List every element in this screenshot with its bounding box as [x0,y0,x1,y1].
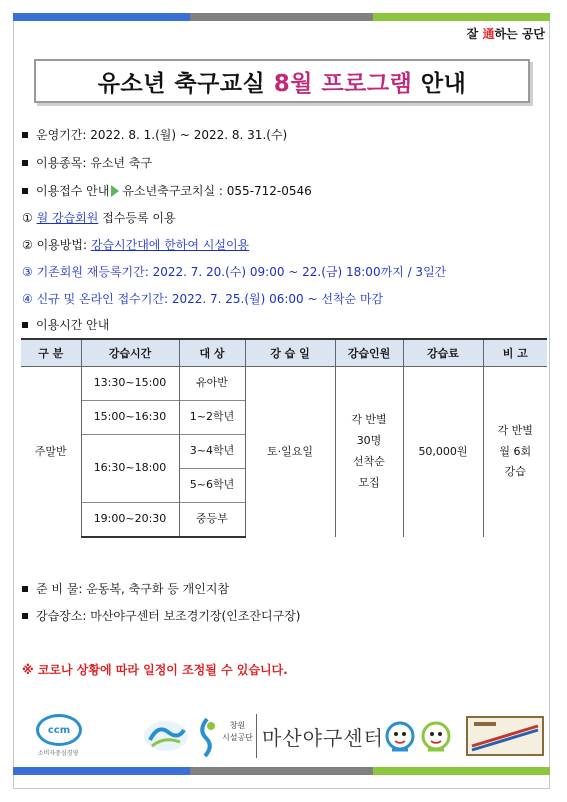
sport-line: 이용종목: 유소년 축구 [22,154,152,171]
circled-number-4: ④ [22,292,33,306]
monthly-member-link[interactable]: 월 강습회원 [36,211,99,225]
covid-warning: ※ 코로나 상황에 따라 일정이 조정될 수 있습니다. [22,663,288,677]
header-capacity: 강습인원 [335,339,403,367]
bullet-square-icon [22,586,28,592]
circled-number-3: ③ [22,265,33,279]
time-cell: 19:00~20:30 [81,503,179,538]
mascot-icon [382,718,456,756]
target-cell: 5~6학년 [179,469,245,503]
period-line: 운영기간: 2022. 8. 1.(월) ~ 2022. 8. 31.(수) [22,126,287,143]
prep-line: 준 비 물: 운동복, 축구화 등 개인지참 [22,580,229,597]
bullet-square-icon [22,160,28,166]
reception-line: 이용접수 안내 유소년축구코치실 : 055-712-0546 [22,182,312,199]
category-cell: 주말반 [21,367,81,538]
time-cell: 13:30~15:00 [81,367,179,401]
time-cell: 16:30~18:00 [81,435,179,503]
time-cell: 15:00~16:30 [81,401,179,435]
arrow-right-icon [111,185,119,197]
target-cell: 유아반 [179,367,245,401]
page-title: 유소년 축구교실 8월 프로그램 안내 [97,70,467,97]
fee-cell: 50,000원 [403,367,483,538]
bullet-square-icon [22,322,28,328]
slogan-logo-icon [142,718,190,754]
table-row [21,367,547,401]
place-line: 강습장소: 마산야구센터 보조경기장(인조잔디구장) [22,607,300,624]
circled-number-2: ② [22,238,33,252]
changwon-logo-text: 창원 시설공단 [222,721,253,742]
target-cell: 3~4학년 [179,435,245,469]
table-header-row [21,339,547,367]
bullet-square-icon [22,188,28,194]
header-days: 강 습 일 [245,339,335,367]
note-cell: 각 반별 월 6회 강습 [483,367,547,538]
capacity-cell: 각 반별 30명 선착순 모집 [335,367,403,538]
schedule-table [21,338,547,538]
logo-divider [256,714,257,758]
target-cell: 중등부 [179,503,245,538]
bullet-square-icon [22,613,28,619]
usage-method-link[interactable]: 강습시간대에 한하여 시설이용 [90,238,250,252]
days-cell: 토·일요일 [245,367,335,538]
target-cell: 1~2학년 [179,401,245,435]
schedule-heading: 이용시간 안내 [22,316,109,333]
item-3: ③ 기존회원 재등록기간: 2022. 7. 20.(수) 09:00 ~ 22.(금) 18:00까지 / 3일간 [22,265,447,279]
certificate-badge-icon [466,716,544,756]
logo-strip [22,712,547,762]
header-category: 구 분 [21,339,81,367]
header-note: 비 고 [483,339,547,367]
item-4: ④ 신규 및 온라인 접수기간: 2022. 7. 25.(월) 06:00 ~ 선착순 마감 [22,292,384,306]
slogan: 잘 通하는 공단 [466,27,545,41]
header-target: 대 상 [179,339,245,367]
changwon-logo-icon [196,716,218,758]
header-time: 강습시간 [81,339,179,367]
header-fee: 강습료 [403,339,483,367]
item-2: ② 이용방법: 강습시간대에 한하여 시설이용 [22,238,250,252]
masan-baseball-center-logo: 마산야구센터 [262,726,384,750]
circled-number-1: ① [22,211,33,225]
bullet-square-icon [22,132,28,138]
item-1: ① 월 강습회원 접수등록 이용 [22,211,176,225]
ccm-logo: ccm 소비자중심경영 [30,714,86,756]
title-box [34,59,530,103]
bottom-color-bar [13,767,550,775]
top-color-bar [13,13,550,21]
